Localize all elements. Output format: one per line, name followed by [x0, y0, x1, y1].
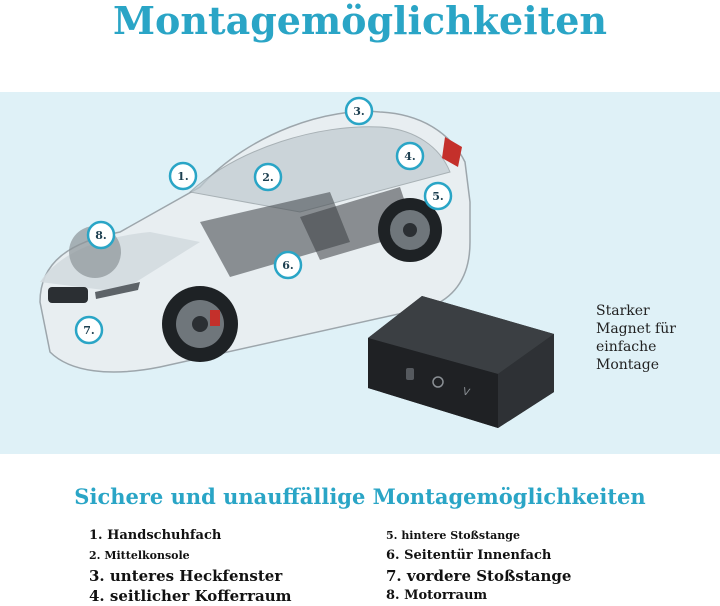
device-logo: V [461, 386, 471, 399]
location-item-4: 4. seitlicher Kofferraum [89, 587, 292, 605]
marker-4 [397, 143, 423, 169]
magnet-note-line: Montage [596, 357, 659, 373]
svg-text:4.: 4. [404, 150, 416, 163]
svg-text:5.: 5. [432, 190, 444, 203]
page-title: Montagemöglichkeiten [112, 0, 608, 43]
magnet-note-line: Starker [596, 303, 650, 319]
location-item-5: 5. hintere Stoßstange [386, 529, 520, 542]
location-item-7: 7. vordere Stoßstange [386, 567, 572, 585]
location-list-right [386, 526, 686, 606]
magnet-note-line: einfache [596, 339, 657, 355]
marker-5 [425, 183, 451, 209]
svg-text:3.: 3. [353, 105, 365, 118]
port-icon [406, 368, 414, 380]
location-item-8: 8. Motorraum [386, 588, 488, 603]
marker-3 [346, 98, 372, 124]
svg-text:2.: 2. [262, 171, 274, 184]
front-wheel [162, 286, 238, 362]
marker-7 [76, 317, 102, 343]
magnet-note [596, 302, 716, 374]
location-list-left [89, 526, 339, 606]
section-subtitle: Sichere und unauffällige Montagemöglichkeiten [74, 484, 646, 509]
svg-text:7.: 7. [83, 324, 95, 337]
marker-1 [170, 163, 196, 189]
magnet-note-line: Magnet für [596, 321, 676, 337]
marker-8 [88, 222, 114, 248]
svg-text:1.: 1. [177, 170, 189, 183]
car-illustration [0, 92, 720, 454]
location-item-6: 6. Seitentür Innenfach [386, 548, 552, 563]
gps-tracker-device [362, 282, 562, 430]
location-item-3: 3. unteres Heckfenster [89, 567, 283, 585]
location-item-2: 2. Mittelkonsole [89, 549, 190, 562]
marker-2 [255, 164, 281, 190]
svg-text:6.: 6. [282, 259, 294, 272]
location-item-1: 1. Handschuhfach [89, 528, 222, 543]
marker-6 [275, 252, 301, 278]
svg-text:8.: 8. [95, 229, 107, 242]
car-grille [48, 287, 88, 303]
